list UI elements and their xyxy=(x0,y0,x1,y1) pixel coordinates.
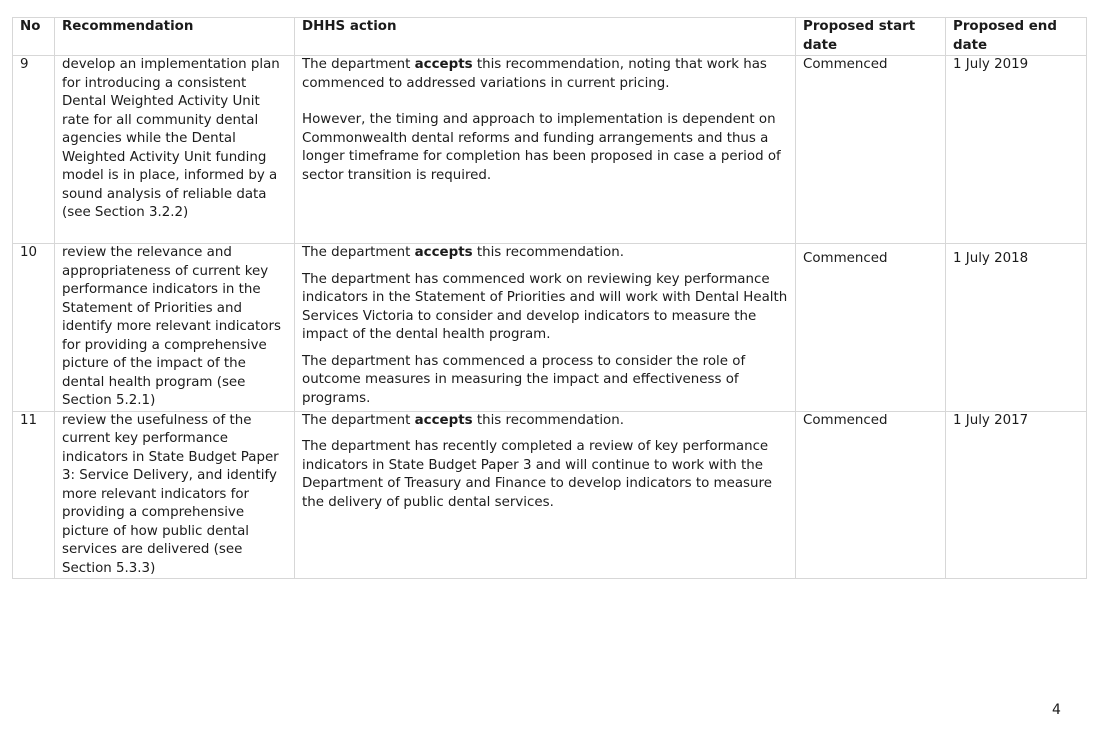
recommendation-text: review the usefulness of the current key performance indicators in State Budget Paper 3: Service Delivery, and identify more relevant indicators for providing a comprehensive picture of how public dental services are delivered (see Section 5.3.3) xyxy=(55,411,295,579)
header-recommendation: Recommendation xyxy=(55,18,295,56)
proposed-start-date: Commenced xyxy=(796,244,946,412)
header-proposed-end-date: Proposed end date xyxy=(946,18,1087,56)
proposed-end-date: 1 July 2017 xyxy=(946,411,1087,579)
table-row xyxy=(13,411,1087,579)
row-number: 11 xyxy=(13,411,55,579)
action-paragraph: The department has commenced a process to consider the role of outcome measures in measuring the impact and effectiveness of programs. xyxy=(302,353,746,406)
accepts-emphasis: accepts xyxy=(414,245,473,260)
proposed-end-date: 1 July 2019 xyxy=(946,56,1087,244)
table-row xyxy=(13,56,1087,244)
action-paragraph: However, the timing and approach to implementation is dependent on Commonwealth dental reforms and funding arrangements and thus a longer timeframe for completion has been proposed in case a period of sector transition is required. xyxy=(302,112,781,183)
action-paragraph: The department accepts this recommendation. xyxy=(302,412,624,428)
proposed-end-date: 1 July 2018 xyxy=(946,244,1087,412)
dhhs-action-cell xyxy=(295,56,796,244)
table-row xyxy=(13,244,1087,412)
proposed-start-date: Commenced xyxy=(796,56,946,244)
header-no: No xyxy=(13,18,55,56)
table-header-row xyxy=(13,18,1087,56)
dhhs-action-cell xyxy=(295,411,796,579)
proposed-start-date: Commenced xyxy=(796,411,946,579)
action-paragraph: The department has commenced work on reviewing key performance indicators in the Statement of Priorities and will work with Dental Health Services Victoria to consider and develop indicators to measure the impact of the dental health program. xyxy=(302,271,788,342)
accepts-emphasis: accepts xyxy=(414,57,473,72)
action-paragraph: The department accepts this recommendation, noting that work has commenced to addressed variations in current pricing. xyxy=(302,57,767,91)
accepts-emphasis: accepts xyxy=(414,412,473,428)
dhhs-action-cell xyxy=(295,244,796,412)
row-number: 9 xyxy=(13,56,55,244)
action-paragraph: The department has recently completed a review of key performance indicators in State Budget Paper 3 and will continue to work with the Department of Treasury and Finance to develop indicators to measure the delivery of public dental services. xyxy=(302,439,772,510)
header-dhhs-action: DHHS action xyxy=(295,18,796,56)
recommendation-text: review the relevance and appropriateness of current key performance indicators in the Statement of Priorities and identify more relevant indicators for providing a comprehensive picture of the impact of the dental health program (see Section 5.2.1) xyxy=(55,244,295,412)
action-paragraph: The department accepts this recommendation. xyxy=(302,245,624,260)
recommendations-table xyxy=(12,17,1087,579)
recommendation-text: develop an implementation plan for introducing a consistent Dental Weighted Activity Unit rate for all community dental agencies while the Dental Weighted Activity Unit funding model is in place, informed by a sound analysis of reliable data (see Section 3.2.2) xyxy=(55,56,295,244)
page-number: 4 xyxy=(1052,702,1061,718)
header-proposed-start-date: Proposed start date xyxy=(796,18,946,56)
row-number: 10 xyxy=(13,244,55,412)
